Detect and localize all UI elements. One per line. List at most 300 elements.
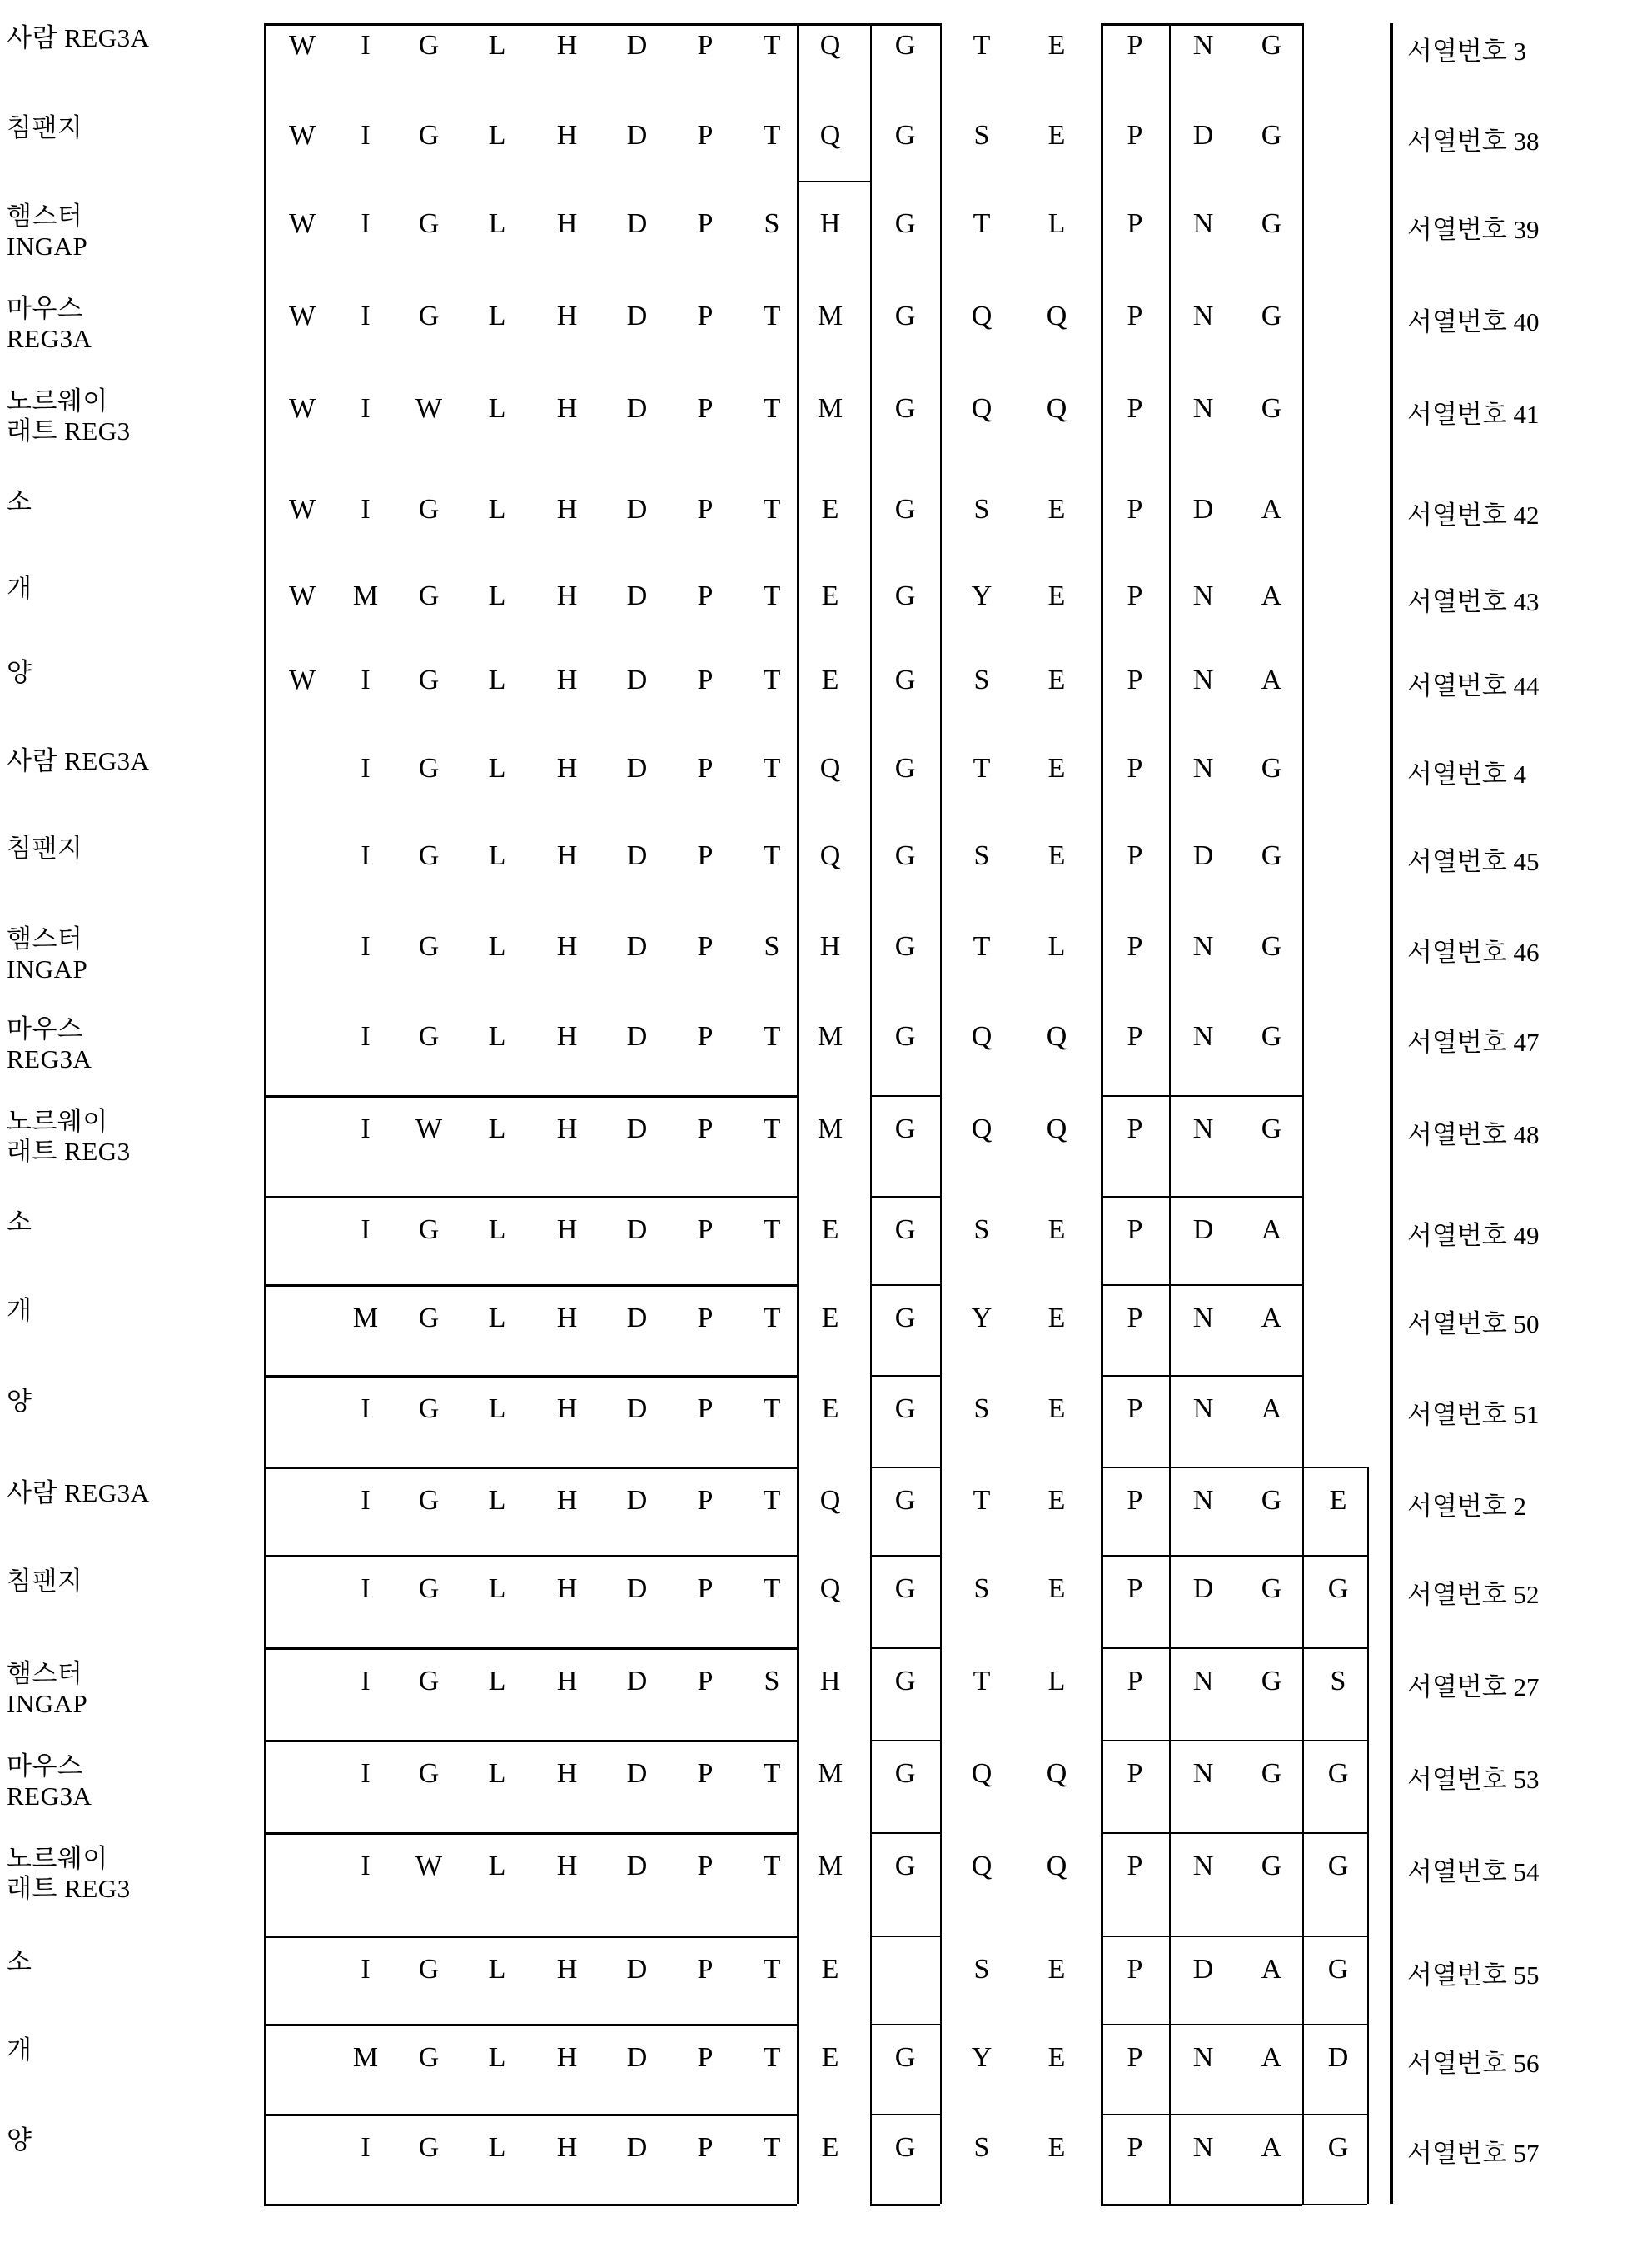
aa-cell: D: [626, 30, 648, 62]
aa-cell: I: [361, 1020, 371, 1052]
aa-cell: M: [352, 580, 379, 612]
aa-cell: L: [488, 494, 506, 526]
aa-cell: G: [894, 1484, 916, 1516]
aa-cell: T: [763, 840, 781, 871]
species-label-line1: 노르웨이: [7, 386, 108, 416]
aa-cell: P: [697, 393, 714, 425]
aa-cell: G: [894, 1393, 916, 1425]
aa-cell: H: [556, 580, 578, 612]
aa-cell: P: [1127, 2132, 1143, 2163]
aa-cell: P: [1127, 1213, 1143, 1245]
aa-cell: M: [817, 1113, 843, 1144]
table-border-horizontal: [1101, 2114, 1302, 2115]
aa-cell: P: [1127, 753, 1143, 785]
aa-cell: G: [894, 30, 916, 62]
aa-cell: Q: [819, 1572, 841, 1604]
aa-cell: N: [1192, 30, 1214, 62]
aa-cell: N: [1192, 1113, 1214, 1144]
aa-cell: D: [626, 753, 648, 785]
seq-id-label: 서열번호 47: [1407, 1027, 1540, 1057]
aa-cell: H: [556, 494, 578, 526]
aa-cell: H: [556, 393, 578, 425]
species-label: [7, 1014, 256, 1074]
aa-cell: E: [1047, 1954, 1066, 1985]
species-label-line1: 햄스터: [7, 924, 83, 954]
species-label-line2: 래트 REG3: [7, 416, 131, 446]
aa-cell: G: [418, 1665, 440, 1696]
aa-cell: H: [556, 1954, 578, 1985]
aa-cell: P: [697, 30, 714, 62]
aa-cell: I: [361, 1850, 371, 1881]
aa-cell: T: [763, 1757, 781, 1789]
aa-cell: D: [1192, 494, 1214, 526]
species-label-line1: 햄스터: [7, 1658, 83, 1688]
aa-cell: P: [697, 2042, 714, 2074]
aa-cell-extra: G: [1327, 2132, 1349, 2163]
aa-cell: T: [973, 1484, 991, 1516]
table-border-horizontal: [264, 1647, 797, 1650]
aa-cell: I: [361, 1572, 371, 1604]
table-border-horizontal: [870, 1740, 940, 1741]
aa-cell: G: [894, 2132, 916, 2163]
aa-cell: L: [488, 300, 506, 331]
species-label: [7, 924, 256, 984]
aa-cell: T: [763, 580, 781, 612]
aa-cell: G: [1261, 1020, 1282, 1052]
aa-cell: E: [1047, 2132, 1066, 2163]
table-border-horizontal: [1302, 1740, 1367, 1741]
aa-cell: T: [973, 1665, 991, 1696]
aa-cell: S: [973, 1393, 990, 1425]
aa-cell: T: [763, 1393, 781, 1425]
species-label: [7, 1947, 256, 1977]
aa-cell: G: [418, 1020, 440, 1052]
table-border-horizontal: [264, 1284, 797, 1287]
species-label-line1: 마우스: [7, 1014, 83, 1044]
aa-cell: G: [894, 1113, 916, 1144]
species-label: [7, 487, 256, 517]
species-label: [7, 2035, 256, 2065]
aa-cell: G: [1261, 931, 1282, 963]
aa-cell: L: [488, 840, 506, 871]
species-label-line1: 노르웨이: [7, 1106, 108, 1136]
aa-cell: D: [626, 494, 648, 526]
species-label-line1: 개: [7, 574, 32, 604]
aa-cell: D: [626, 931, 648, 963]
species-label-line1: 마우스: [7, 1751, 83, 1781]
aa-cell: T: [763, 1484, 781, 1516]
aa-cell: W: [288, 30, 316, 62]
aa-cell: G: [418, 207, 440, 239]
aa-cell: D: [626, 300, 648, 331]
aa-cell: E: [1047, 1302, 1066, 1333]
aa-cell: E: [1047, 119, 1066, 151]
species-label-line1: 사람 REG3A: [7, 23, 150, 53]
aa-cell: E: [821, 665, 839, 696]
aa-cell: G: [1261, 119, 1282, 151]
aa-cell: D: [626, 1113, 648, 1144]
aa-cell: L: [1047, 207, 1066, 239]
aa-cell: G: [894, 580, 916, 612]
aa-cell: E: [1047, 753, 1066, 785]
aa-cell: I: [361, 1954, 371, 1985]
table-border-horizontal: [1101, 1375, 1302, 1377]
aa-cell: L: [488, 30, 506, 62]
aa-cell: I: [361, 494, 371, 526]
aa-cell: A: [1261, 580, 1282, 612]
aa-cell: L: [488, 1850, 506, 1881]
aa-cell: N: [1192, 665, 1214, 696]
aa-cell: H: [556, 1757, 578, 1789]
seq-id-label: 서열번호 27: [1407, 1672, 1540, 1701]
species-label-line1: 사람 REG3A: [7, 1477, 150, 1507]
species-label: [7, 202, 256, 262]
aa-cell: E: [1047, 1484, 1066, 1516]
aa-cell: P: [697, 580, 714, 612]
aa-cell: T: [973, 753, 991, 785]
aa-cell: T: [763, 665, 781, 696]
aa-cell: W: [288, 300, 316, 331]
seq-id-label: 서열번호 43: [1407, 587, 1540, 617]
table-border-horizontal: [1302, 1647, 1367, 1649]
table-border-horizontal: [1302, 2024, 1367, 2025]
table-border-vertical: [870, 23, 872, 2204]
species-label: [7, 1208, 256, 1238]
aa-cell: P: [697, 2132, 714, 2163]
aa-cell: I: [361, 1393, 371, 1425]
aa-cell: Q: [819, 30, 841, 62]
aa-cell: G: [418, 665, 440, 696]
aa-cell-extra: S: [1330, 1665, 1346, 1696]
aa-cell: A: [1261, 1393, 1282, 1425]
table-border-horizontal: [1101, 1936, 1302, 1937]
aa-cell: I: [361, 1665, 371, 1696]
aa-cell: E: [1047, 840, 1066, 871]
aa-cell: G: [1261, 393, 1282, 425]
table-border-horizontal: [870, 1284, 940, 1286]
aa-cell: P: [1127, 1850, 1143, 1881]
aa-cell: Q: [819, 840, 841, 871]
aa-cell: G: [894, 1757, 916, 1789]
seq-id-label: 서열번호 3: [1407, 37, 1527, 67]
aa-cell: I: [361, 300, 371, 331]
aa-cell: G: [894, 494, 916, 526]
aa-cell: L: [488, 1484, 506, 1516]
aa-cell: P: [697, 207, 714, 239]
species-label-line2: 래트 REG3: [7, 1136, 131, 1166]
aa-cell: D: [626, 1954, 648, 1985]
aa-cell: I: [361, 30, 371, 62]
table-border-horizontal: [1101, 1740, 1302, 1741]
aa-cell: A: [1261, 494, 1282, 526]
aa-cell: W: [288, 207, 316, 239]
aa-cell: N: [1192, 1484, 1214, 1516]
aa-cell: N: [1192, 393, 1214, 425]
aa-cell: G: [418, 580, 440, 612]
aa-cell: P: [697, 1954, 714, 1985]
aa-cell: M: [817, 1757, 843, 1789]
species-label: [7, 1296, 256, 1326]
aa-cell: P: [697, 1757, 714, 1789]
seq-id-label: 서열번호 54: [1407, 1856, 1540, 1886]
seq-id-label: 서열번호 45: [1407, 846, 1540, 876]
table-border-horizontal: [870, 1375, 940, 1377]
aa-cell: P: [697, 1020, 714, 1052]
aa-cell: L: [488, 1757, 506, 1789]
aa-cell: S: [973, 1572, 990, 1604]
aa-cell: T: [763, 119, 781, 151]
aa-cell: P: [1127, 119, 1143, 151]
aa-cell: S: [973, 119, 990, 151]
table-border-horizontal: [264, 2114, 797, 2116]
aa-cell: P: [1127, 840, 1143, 871]
aa-cell: Q: [1046, 1850, 1067, 1881]
table-border-horizontal: [870, 1832, 940, 1834]
aa-cell: G: [1261, 1665, 1282, 1696]
aa-cell: H: [556, 119, 578, 151]
species-label: [7, 1844, 256, 1904]
aa-cell: D: [626, 1213, 648, 1245]
aa-cell: E: [821, 2132, 839, 2163]
aa-cell: D: [626, 1665, 648, 1696]
aa-cell: L: [1047, 931, 1066, 963]
aa-cell: P: [1127, 1665, 1143, 1696]
aa-cell: T: [763, 494, 781, 526]
aa-cell: S: [764, 207, 780, 239]
aa-cell: I: [361, 931, 371, 963]
aa-cell: P: [697, 119, 714, 151]
aa-cell: L: [488, 2042, 506, 2074]
aa-cell: P: [1127, 2042, 1143, 2074]
aa-cell: S: [973, 665, 990, 696]
aa-cell: S: [973, 1954, 990, 1985]
seq-id-label: 서열번호 41: [1407, 400, 1540, 430]
aa-cell: L: [488, 393, 506, 425]
aa-cell: G: [894, 207, 916, 239]
aa-cell: D: [626, 1757, 648, 1789]
aa-cell: H: [556, 753, 578, 785]
aa-cell: T: [763, 1572, 781, 1604]
aa-cell: N: [1192, 300, 1214, 331]
seq-id-label: 서열번호 4: [1407, 760, 1527, 790]
aa-cell: D: [626, 580, 648, 612]
aa-cell: Q: [819, 119, 841, 151]
table-border-horizontal: [1302, 2204, 1367, 2205]
aa-cell: L: [488, 2132, 506, 2163]
species-label-line1: 소: [7, 1947, 32, 1977]
table-border-horizontal: [264, 1936, 797, 1938]
species-label-line1: 햄스터: [7, 201, 83, 231]
aa-cell: I: [361, 665, 371, 696]
aa-cell: T: [973, 207, 991, 239]
aa-cell: Q: [971, 393, 993, 425]
aa-cell: D: [626, 1393, 648, 1425]
table-border-horizontal: [797, 23, 940, 26]
aa-cell: G: [894, 753, 916, 785]
aa-cell: E: [821, 2042, 839, 2074]
species-label: [7, 574, 256, 604]
aa-cell: D: [626, 1020, 648, 1052]
aa-cell: G: [894, 931, 916, 963]
table-border-horizontal: [264, 2024, 797, 2026]
aa-cell: T: [763, 1113, 781, 1144]
species-label-line2: INGAP: [7, 1688, 88, 1718]
aa-cell-extra: G: [1327, 1757, 1349, 1789]
aa-cell-extra: E: [1329, 1484, 1347, 1516]
table-border-vertical: [1302, 23, 1304, 2204]
aa-cell: L: [488, 1302, 506, 1333]
aa-cell: Q: [1046, 1113, 1067, 1144]
aa-cell: H: [556, 1850, 578, 1881]
aa-cell: G: [418, 2132, 440, 2163]
table-border-horizontal: [870, 1647, 940, 1649]
aa-cell: N: [1192, 1757, 1214, 1789]
aa-cell: Q: [971, 1113, 993, 1144]
aa-cell: E: [1047, 580, 1066, 612]
aa-cell: W: [288, 393, 316, 425]
aa-cell: P: [697, 1113, 714, 1144]
aa-cell: G: [894, 2042, 916, 2074]
aa-cell: L: [488, 207, 506, 239]
aa-cell: P: [1127, 1954, 1143, 1985]
aa-cell: P: [697, 1484, 714, 1516]
aa-cell: S: [973, 2132, 990, 2163]
aa-cell: E: [1047, 494, 1066, 526]
aa-cell: L: [488, 1213, 506, 1245]
aa-cell: M: [352, 1302, 379, 1333]
aa-cell: D: [1192, 1954, 1214, 1985]
table-border-horizontal: [1101, 1647, 1302, 1649]
aa-cell: N: [1192, 580, 1214, 612]
aa-cell: G: [894, 840, 916, 871]
seq-id-label: 서열번호 49: [1407, 1220, 1540, 1250]
aa-cell: I: [361, 1113, 371, 1144]
aa-cell: G: [894, 1572, 916, 1604]
aa-cell: P: [697, 840, 714, 871]
seq-id-label: 서열번호 40: [1407, 306, 1540, 336]
aa-cell: P: [697, 1393, 714, 1425]
species-label: [7, 113, 256, 143]
aa-cell: M: [817, 300, 843, 331]
seq-id-label: 서열번호 51: [1407, 1400, 1540, 1430]
aa-cell: T: [973, 30, 991, 62]
aa-cell: L: [488, 665, 506, 696]
aa-cell: G: [418, 1302, 440, 1333]
table-border-horizontal: [1101, 1095, 1302, 1097]
aa-cell: N: [1192, 1850, 1214, 1881]
species-label-line1: 사람 REG3A: [7, 746, 150, 776]
aa-cell: H: [556, 207, 578, 239]
aa-cell: D: [626, 207, 648, 239]
table-border-vertical: [1367, 1467, 1369, 2204]
aa-cell: D: [626, 1850, 648, 1881]
aa-cell: H: [819, 207, 841, 239]
aa-cell: P: [1127, 300, 1143, 331]
aa-cell: N: [1192, 207, 1214, 239]
species-label-line1: 침팬지: [7, 1566, 83, 1596]
aa-cell: D: [626, 1572, 648, 1604]
aa-cell: T: [763, 2132, 781, 2163]
aa-cell: P: [697, 494, 714, 526]
seq-id-label: 서열번호 38: [1407, 126, 1540, 156]
aa-cell: P: [1127, 665, 1143, 696]
species-label-line2: INGAP: [7, 954, 88, 984]
aa-cell: G: [1261, 30, 1282, 62]
aa-cell: E: [821, 1302, 839, 1333]
table-border-horizontal: [1101, 23, 1302, 26]
aa-cell: D: [1192, 119, 1214, 151]
species-label-line1: 소: [7, 487, 32, 517]
aa-cell: L: [488, 1113, 506, 1144]
aa-cell-extra: G: [1327, 1954, 1349, 1985]
table-border-horizontal: [264, 1196, 797, 1198]
table-border-horizontal: [1302, 1555, 1367, 1557]
aa-cell: W: [415, 393, 443, 425]
aa-cell: S: [764, 1665, 780, 1696]
aa-cell: L: [488, 1572, 506, 1604]
aa-cell: G: [418, 1213, 440, 1245]
table-border-horizontal: [264, 1740, 797, 1742]
aa-cell: A: [1261, 1302, 1282, 1333]
species-label: [7, 746, 256, 776]
aa-cell: H: [556, 1393, 578, 1425]
aa-cell: I: [361, 393, 371, 425]
aa-cell: P: [1127, 580, 1143, 612]
aa-cell: T: [763, 1020, 781, 1052]
aa-cell: H: [556, 300, 578, 331]
table-border-horizontal: [264, 1095, 797, 1098]
aa-cell: P: [1127, 1757, 1143, 1789]
aa-cell: I: [361, 119, 371, 151]
aa-cell: T: [763, 1213, 781, 1245]
species-label-line2: INGAP: [7, 231, 88, 261]
aa-cell-extra: G: [1327, 1572, 1349, 1604]
table-border-horizontal: [1302, 1832, 1367, 1834]
aa-cell: P: [697, 1213, 714, 1245]
table-border-horizontal: [1101, 2204, 1302, 2206]
aa-cell: D: [626, 665, 648, 696]
aa-cell: W: [288, 580, 316, 612]
aa-cell: D: [626, 1302, 648, 1333]
species-label: [7, 658, 256, 688]
aa-cell: D: [626, 2132, 648, 2163]
table-border-vertical: [1101, 23, 1103, 2204]
aa-cell: E: [821, 1954, 839, 1985]
aa-cell: D: [1192, 840, 1214, 871]
aa-cell: N: [1192, 1393, 1214, 1425]
aa-cell: I: [361, 1213, 371, 1245]
aa-cell: I: [361, 753, 371, 785]
aa-cell: N: [1192, 2042, 1214, 2074]
table-border-vertical: [1169, 23, 1171, 2204]
aa-cell: P: [697, 1850, 714, 1881]
aa-cell: G: [894, 1665, 916, 1696]
seq-id-label: 서열번호 46: [1407, 938, 1540, 968]
table-border-horizontal: [264, 2204, 797, 2206]
aa-cell: P: [697, 665, 714, 696]
aa-cell: E: [821, 1213, 839, 1245]
aa-cell: A: [1261, 1954, 1282, 1985]
aa-cell: P: [697, 1665, 714, 1696]
seq-id-label: 서열번호 52: [1407, 1579, 1540, 1609]
aa-cell: N: [1192, 931, 1214, 963]
species-label-line2: 래트 REG3: [7, 1873, 131, 1903]
aa-cell: P: [1127, 30, 1143, 62]
aa-cell: G: [418, 300, 440, 331]
aa-cell: G: [418, 1757, 440, 1789]
aa-cell: T: [763, 753, 781, 785]
table-border-horizontal: [1302, 2114, 1367, 2115]
